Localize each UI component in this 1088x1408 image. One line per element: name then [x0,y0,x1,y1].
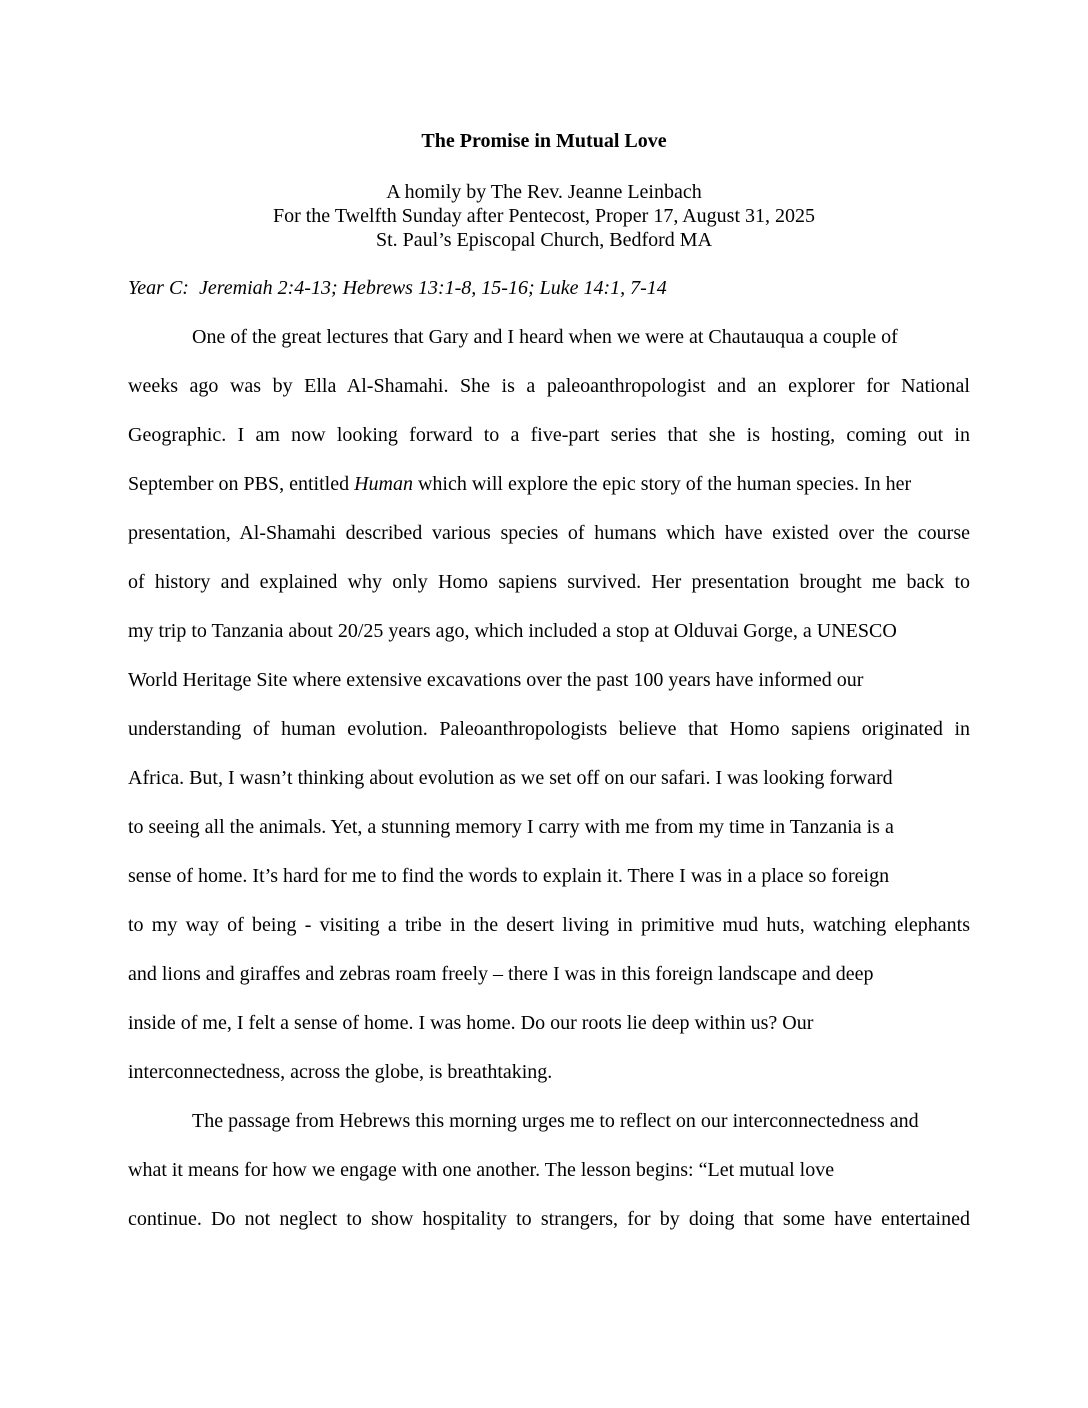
paragraph-line: sense of home. It’s hard for me to find the words to explain it. There I was in a place so foreign [128,865,890,887]
paragraph-line: to seeing all the animals. Yet, a stunning memory I carry with me from my time in Tanzania is a [128,816,894,838]
paragraph-line: my trip to Tanzania about 20/25 years ago, which included a stop at Olduvai Gorge, a UNESCO [128,620,897,642]
paragraph-line: inside of me, I felt a sense of home. I was home. Do our roots lie deep within us? Our [128,1012,814,1034]
paragraph-line: interconnectedness, across the globe, is breathtaking. [128,1061,553,1083]
byline [0,180,1088,252]
paragraph-line: of history and explained why only Homo sapiens survived. Her presentation brought me back to [128,571,970,593]
paragraph-line: what it means for how we engage with one another. The lesson begins: “Let mutual love [128,1159,835,1181]
paragraph-line: to my way of being - visiting a tribe in the desert living in primitive mud huts, watching elephants [128,914,970,936]
paragraph-line: September on PBS, entitled Human which will explore the epic story of the human species. In her [128,473,912,495]
paragraph-line: Africa. But, I wasn’t thinking about evolution as we set off on our safari. I was looking forward [128,767,893,789]
byline-occasion: For the Twelfth Sunday after Pentecost, Proper 17, August 31, 2025 [272,205,816,227]
paragraph-line: One of the great lectures that Gary and I heard when we were at Chautauqua a couple of [192,326,898,348]
byline-author: A homily by The Rev. Jeanne Leinbach [386,181,702,203]
paragraph-line: Geographic. I am now looking forward to a five-part series that she is hosting, coming out in [128,424,970,446]
paragraph-line: weeks ago was by Ella Al-Shamahi. She is a paleoanthropologist and an explorer for National [128,375,970,397]
paragraph-line: and lions and giraffes and zebras roam freely – there I was in this foreign landscape and deep [128,963,874,985]
page-title: The Promise in Mutual Love [421,130,667,152]
byline-church: St. Paul’s Episcopal Church, Bedford MA [375,229,713,251]
lectionary-readings: Year C: Jeremiah 2:4-13; Hebrews 13:1-8, 15-16; Luke 14:1, 7-14 [128,277,667,299]
paragraph-line: World Heritage Site where extensive excavations over the past 100 years have informed our [128,669,864,691]
series-title: Human [354,473,413,495]
paragraph-line: understanding of human evolution. Paleoanthropologists believe that Homo sapiens originated in [128,718,970,740]
paragraph-line: continue. Do not neglect to show hospitality to strangers, for by doing that some have entertained [128,1208,970,1230]
paragraph-line: The passage from Hebrews this morning urges me to reflect on our interconnectedness and [192,1110,919,1132]
paragraph-line: presentation, Al-Shamahi described various species of humans which have existed over the course [128,522,970,544]
